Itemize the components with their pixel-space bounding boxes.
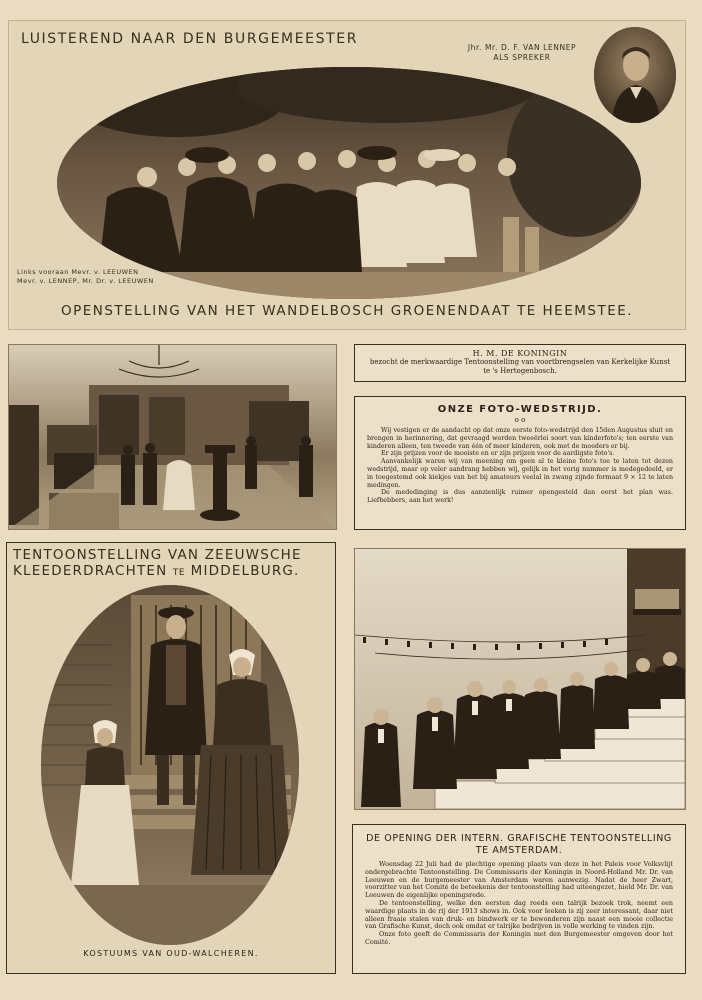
photo-contest-paragraph: De mededinging is dus aanzienlijk ruimer opengesteld dan eerst het plan was. Liefhebbers, aan het werk! (367, 489, 673, 505)
graphic-headline-line-2: TE AMSTERDAM. (475, 845, 563, 856)
zeeland-headline-line-2 (13, 563, 329, 581)
article-paragraph: Onze foto geeft de Commissaris der Koningin met den Burgemeester omgeven door het Comité. (365, 930, 673, 946)
photo-contest-body (355, 424, 685, 505)
graphic-exhibition-article (352, 824, 686, 974)
photo-contest-heading: ONZE FOTO-WEDSTRIJD. (437, 404, 603, 415)
photo-contest-paragraph: Wij vestigen er de aandacht op dat onze eerste foto-wedstrijd den 15den Augustus sluit en brengen in herinnering, dat gevraagd worden tweeërlei soort van kinderfoto's; ten eerste van kinderen alleen, ten tweede van één of meer kinderen, ook met de moeders er bij. (367, 427, 673, 450)
graphic-exhibition-body (353, 857, 685, 947)
ornament-dots: o o (514, 416, 526, 424)
speaker-name: Jhr. Mr. D. F. VAN LENNEP (467, 43, 577, 52)
zeeland-headline-part: MIDDELBURG. (185, 563, 300, 579)
photo-contest-notice (354, 396, 686, 530)
church-art-exhibition-photo (8, 344, 337, 530)
crowd-caption (17, 268, 154, 286)
zeeland-headline (13, 547, 329, 581)
walcheren-caption: KOSTUUMS VAN OUD-WALCHEREN. (83, 949, 259, 958)
zeeland-costume-panel (6, 542, 336, 974)
zeeland-headline-te: TE (172, 568, 186, 578)
crowd-caption-line-1: Links vooraan Mevr. v. LEEUWEN (17, 268, 139, 276)
crowd-caption-line-2: Mevr. v. LENNEP, Mr. Dr. v. LEEUWEN (17, 277, 154, 285)
queen-notice-heading: H. M. DE KONINGIN (472, 349, 568, 358)
zeeland-headline-part: KLEEDERDRACHTEN (13, 563, 173, 579)
graphic-exhibition-headline (353, 833, 685, 857)
photo-contest-paragraph: Aanvankelijk waren wij van meening om geen al te kleine foto's toe te laten tot dezen wedstrijd, maar op veler aandrang hebben wij, gelijk in het vorig nummer is medegedeeld, er in toegestemd ook kiekjes van het bij amateurs veelal in zwang zijnde formaat 9 × 12 te laten medingen. (367, 458, 673, 489)
speaker-portrait-photo (594, 27, 676, 123)
graphic-exhibition-opening-photo (354, 548, 686, 810)
heemstede-headline: OPENSTELLING VAN HET WANDELBOSCH GROENENDAAT TE HEEMSTEE. (60, 303, 634, 319)
speaker-role: ALS SPREKER (493, 53, 551, 62)
queen-visit-notice (354, 344, 686, 382)
speaker-caption (457, 43, 587, 63)
queen-notice-line-1: bezocht de merkwaardige Tentoonstelling van voortbrengselen van Kerkelijke Kunst (369, 358, 671, 366)
zeeland-headline-line-1: TENTOONSTELLING VAN ZEEUWSCHE (13, 547, 302, 563)
walcheren-costumes-photo (41, 585, 299, 945)
graphic-headline-line-1: DE OPENING DER INTERN. GRAFISCHE TENTOONSTELLING (366, 833, 672, 844)
garden-crowd-photo (57, 67, 641, 299)
section-title: LUISTEREND NAAR DEN BURGEMEESTER (21, 31, 359, 47)
queen-notice-body (355, 358, 685, 376)
queen-notice-line-2: te 's Hertogenbosch. (483, 367, 557, 375)
article-paragraph: De tentoonstelling, welke den eersten dag reeds een talrijk bezoek trok, neemt een waardige plaats in de rij der 1913 shows in. Ook voor leeken is zij zeer interessant, daar niet alleen fraaie stalen van druk- en bindwerk er te bewonderen zijn naast een mooie collectie van Grafische Kunst, doch ook omdat er talrijke bedrijven in volle werking te vinden zijn. (365, 898, 673, 931)
photo-contest-paragraph: Er zijn prijzen voor de mooiste en er zijn prijzen voor de aardigste foto's. (381, 450, 615, 458)
heemstede-panel (8, 20, 686, 330)
article-paragraph: Woensdag 22 Juli had de plechtige opening plaats van deze in het Paleis voor Volksvlijt ondergebrachte Tentoonstelling. De Commissaris der Koningin in Noord-Holland Mr. Dr. van Leeuwen en de burgemeester van Amsterdam waren aanwezig. Nadat de heer Zwart, voorzitter van het Comité de beteekenis der tentoonstelling had uiteengezet, hield Mr. Dr. van Leeuwen de eigenlijke openingsrede. (365, 860, 673, 900)
